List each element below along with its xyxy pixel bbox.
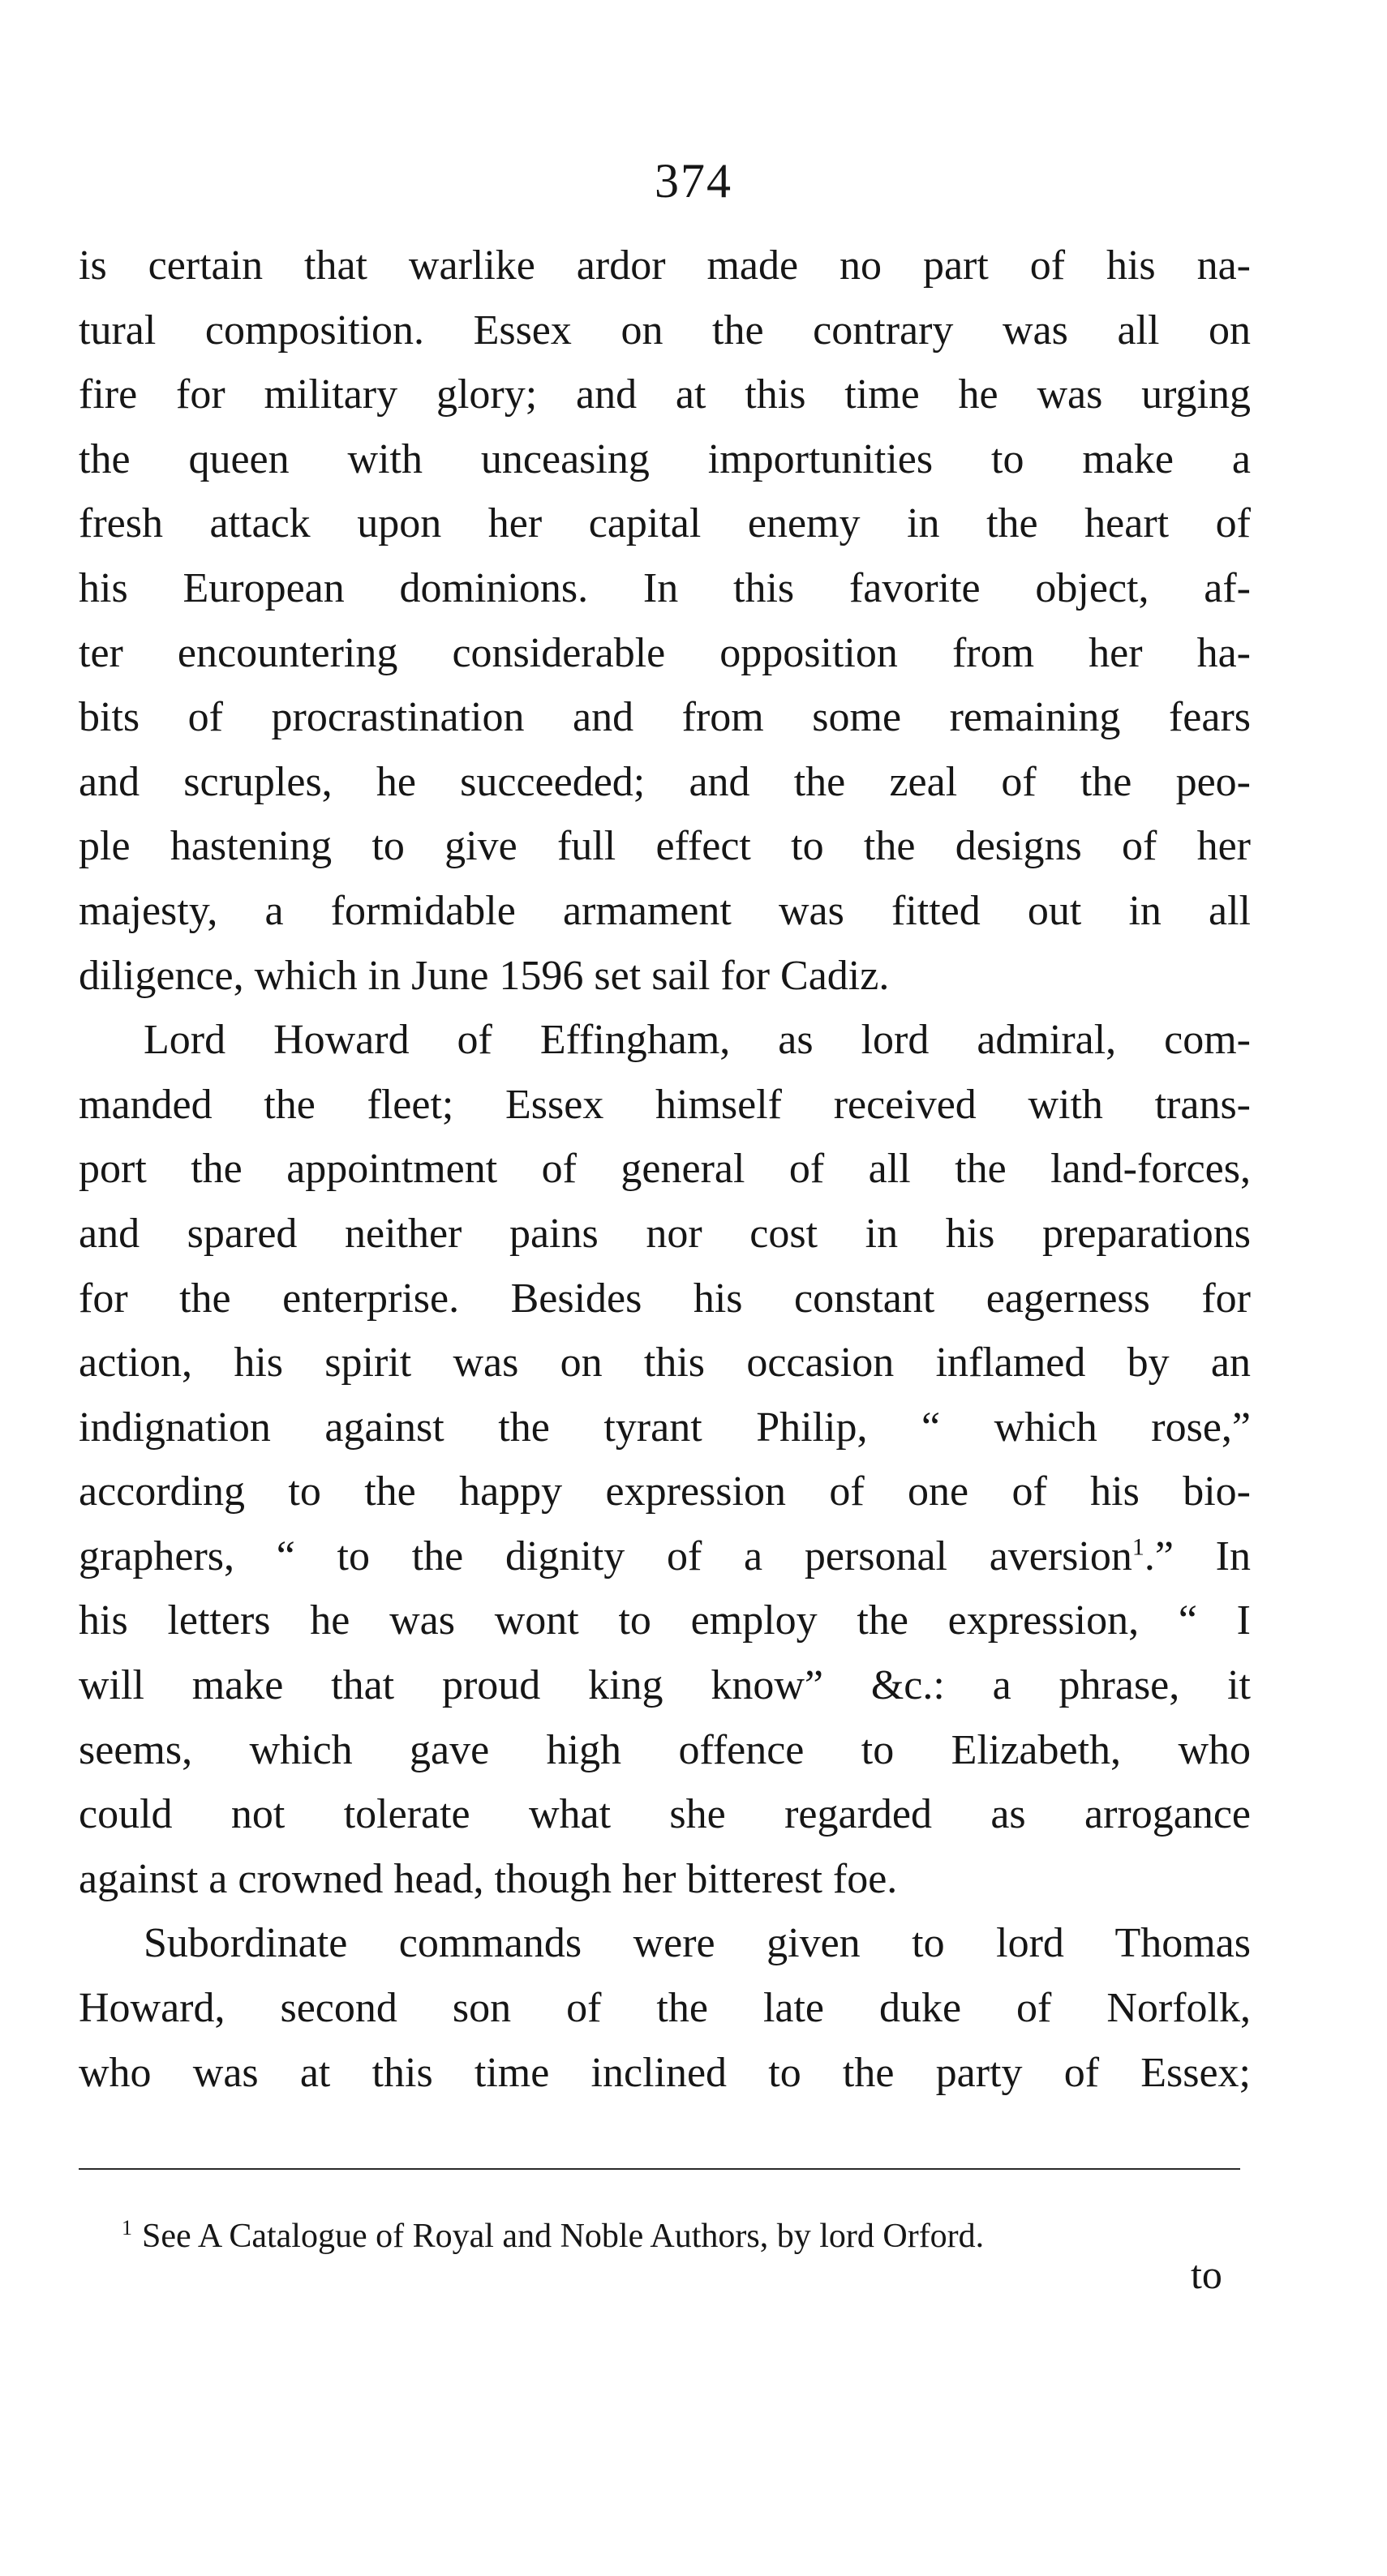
- text-line: his letters he was wont to employ the expression, “ I: [79, 1597, 1251, 1644]
- text-line: against a crowned head, though her bitterest foe.: [79, 1855, 898, 1902]
- text-line: who was at this time inclined to the party of Essex;: [79, 2049, 1251, 2096]
- text-line: the queen with unceasing importunities to make a: [79, 435, 1251, 482]
- text-line: action, his spirit was on this occasion inflamed by an: [79, 1339, 1251, 1387]
- footnote-marker: 1: [122, 2216, 132, 2240]
- text-line: ter encountering considerable opposition from her ha-: [79, 629, 1251, 676]
- catchword: to: [1191, 2252, 1222, 2297]
- footnote-ref-marker: 1: [1132, 1533, 1144, 1561]
- text-line: his European dominions. In this favorite object, af-: [79, 564, 1251, 611]
- text-line: fire for military glory; and at this time he was urging: [79, 371, 1251, 418]
- text-line: ple hastening to give full effect to the designs of her: [79, 823, 1251, 870]
- text-line: tural composition. Essex on the contrary was all on: [79, 306, 1251, 354]
- text-line: is certain that warlike ardor made no part of his na-: [79, 242, 1251, 289]
- text-fragment: graphers, “ to the dignity of a personal aversion: [79, 1532, 1132, 1579]
- footnote-text: See A Catalogue of Royal and Noble Authors, by lord Orford.: [142, 2218, 985, 2255]
- text-line: diligence, which in June 1596 set sail for Cadiz.: [79, 952, 890, 999]
- text-line: majesty, a formidable armament was fitted out in all: [79, 887, 1251, 934]
- text-line: and scruples, he succeeded; and the zeal of the peo-: [79, 758, 1251, 805]
- text-line: Subordinate commands were given to lord Thomas: [144, 1920, 1251, 1967]
- paragraph: [79, 1911, 1251, 2105]
- text-line: bits of procrastination and from some remaining fears: [79, 694, 1251, 741]
- text-line: fresh attack upon her capital enemy in the heart of: [79, 500, 1251, 547]
- text-fragment: .” In: [1144, 1532, 1251, 1579]
- text-line: seems, which gave high offence to Elizabeth, who: [79, 1726, 1251, 1773]
- text-line: will make that proud king know” &c.: a phrase, it: [79, 1662, 1251, 1709]
- paragraph: [79, 234, 1251, 1008]
- text-line: according to the happy expression of one of his bio-: [79, 1468, 1251, 1515]
- text-line: manded the fleet; Essex himself received with trans-: [79, 1081, 1251, 1128]
- text-line: Howard, second son of the late duke of Norfolk,: [79, 1985, 1251, 2032]
- text-line: Lord Howard of Effingham, as lord admiral, com-: [144, 1017, 1251, 1064]
- footnote: [122, 2205, 1241, 2259]
- text-line: for the enterprise. Besides his constant eagerness for: [79, 1275, 1251, 1322]
- text-line: could not tolerate what she regarded as arrogance: [79, 1791, 1251, 1838]
- text-line-with-footnote-ref: [79, 1524, 1251, 1589]
- body-text: [79, 234, 1251, 2105]
- text-line: indignation against the tyrant Philip, “ which rose,”: [79, 1404, 1251, 1451]
- page-number: 374: [655, 154, 732, 208]
- text-line: and spared neither pains nor cost in his preparations: [79, 1210, 1251, 1257]
- footnote-divider: [79, 2168, 1240, 2170]
- text-line: port the appointment of general of all the land-forces,: [79, 1146, 1251, 1193]
- paragraph: [79, 1008, 1251, 1911]
